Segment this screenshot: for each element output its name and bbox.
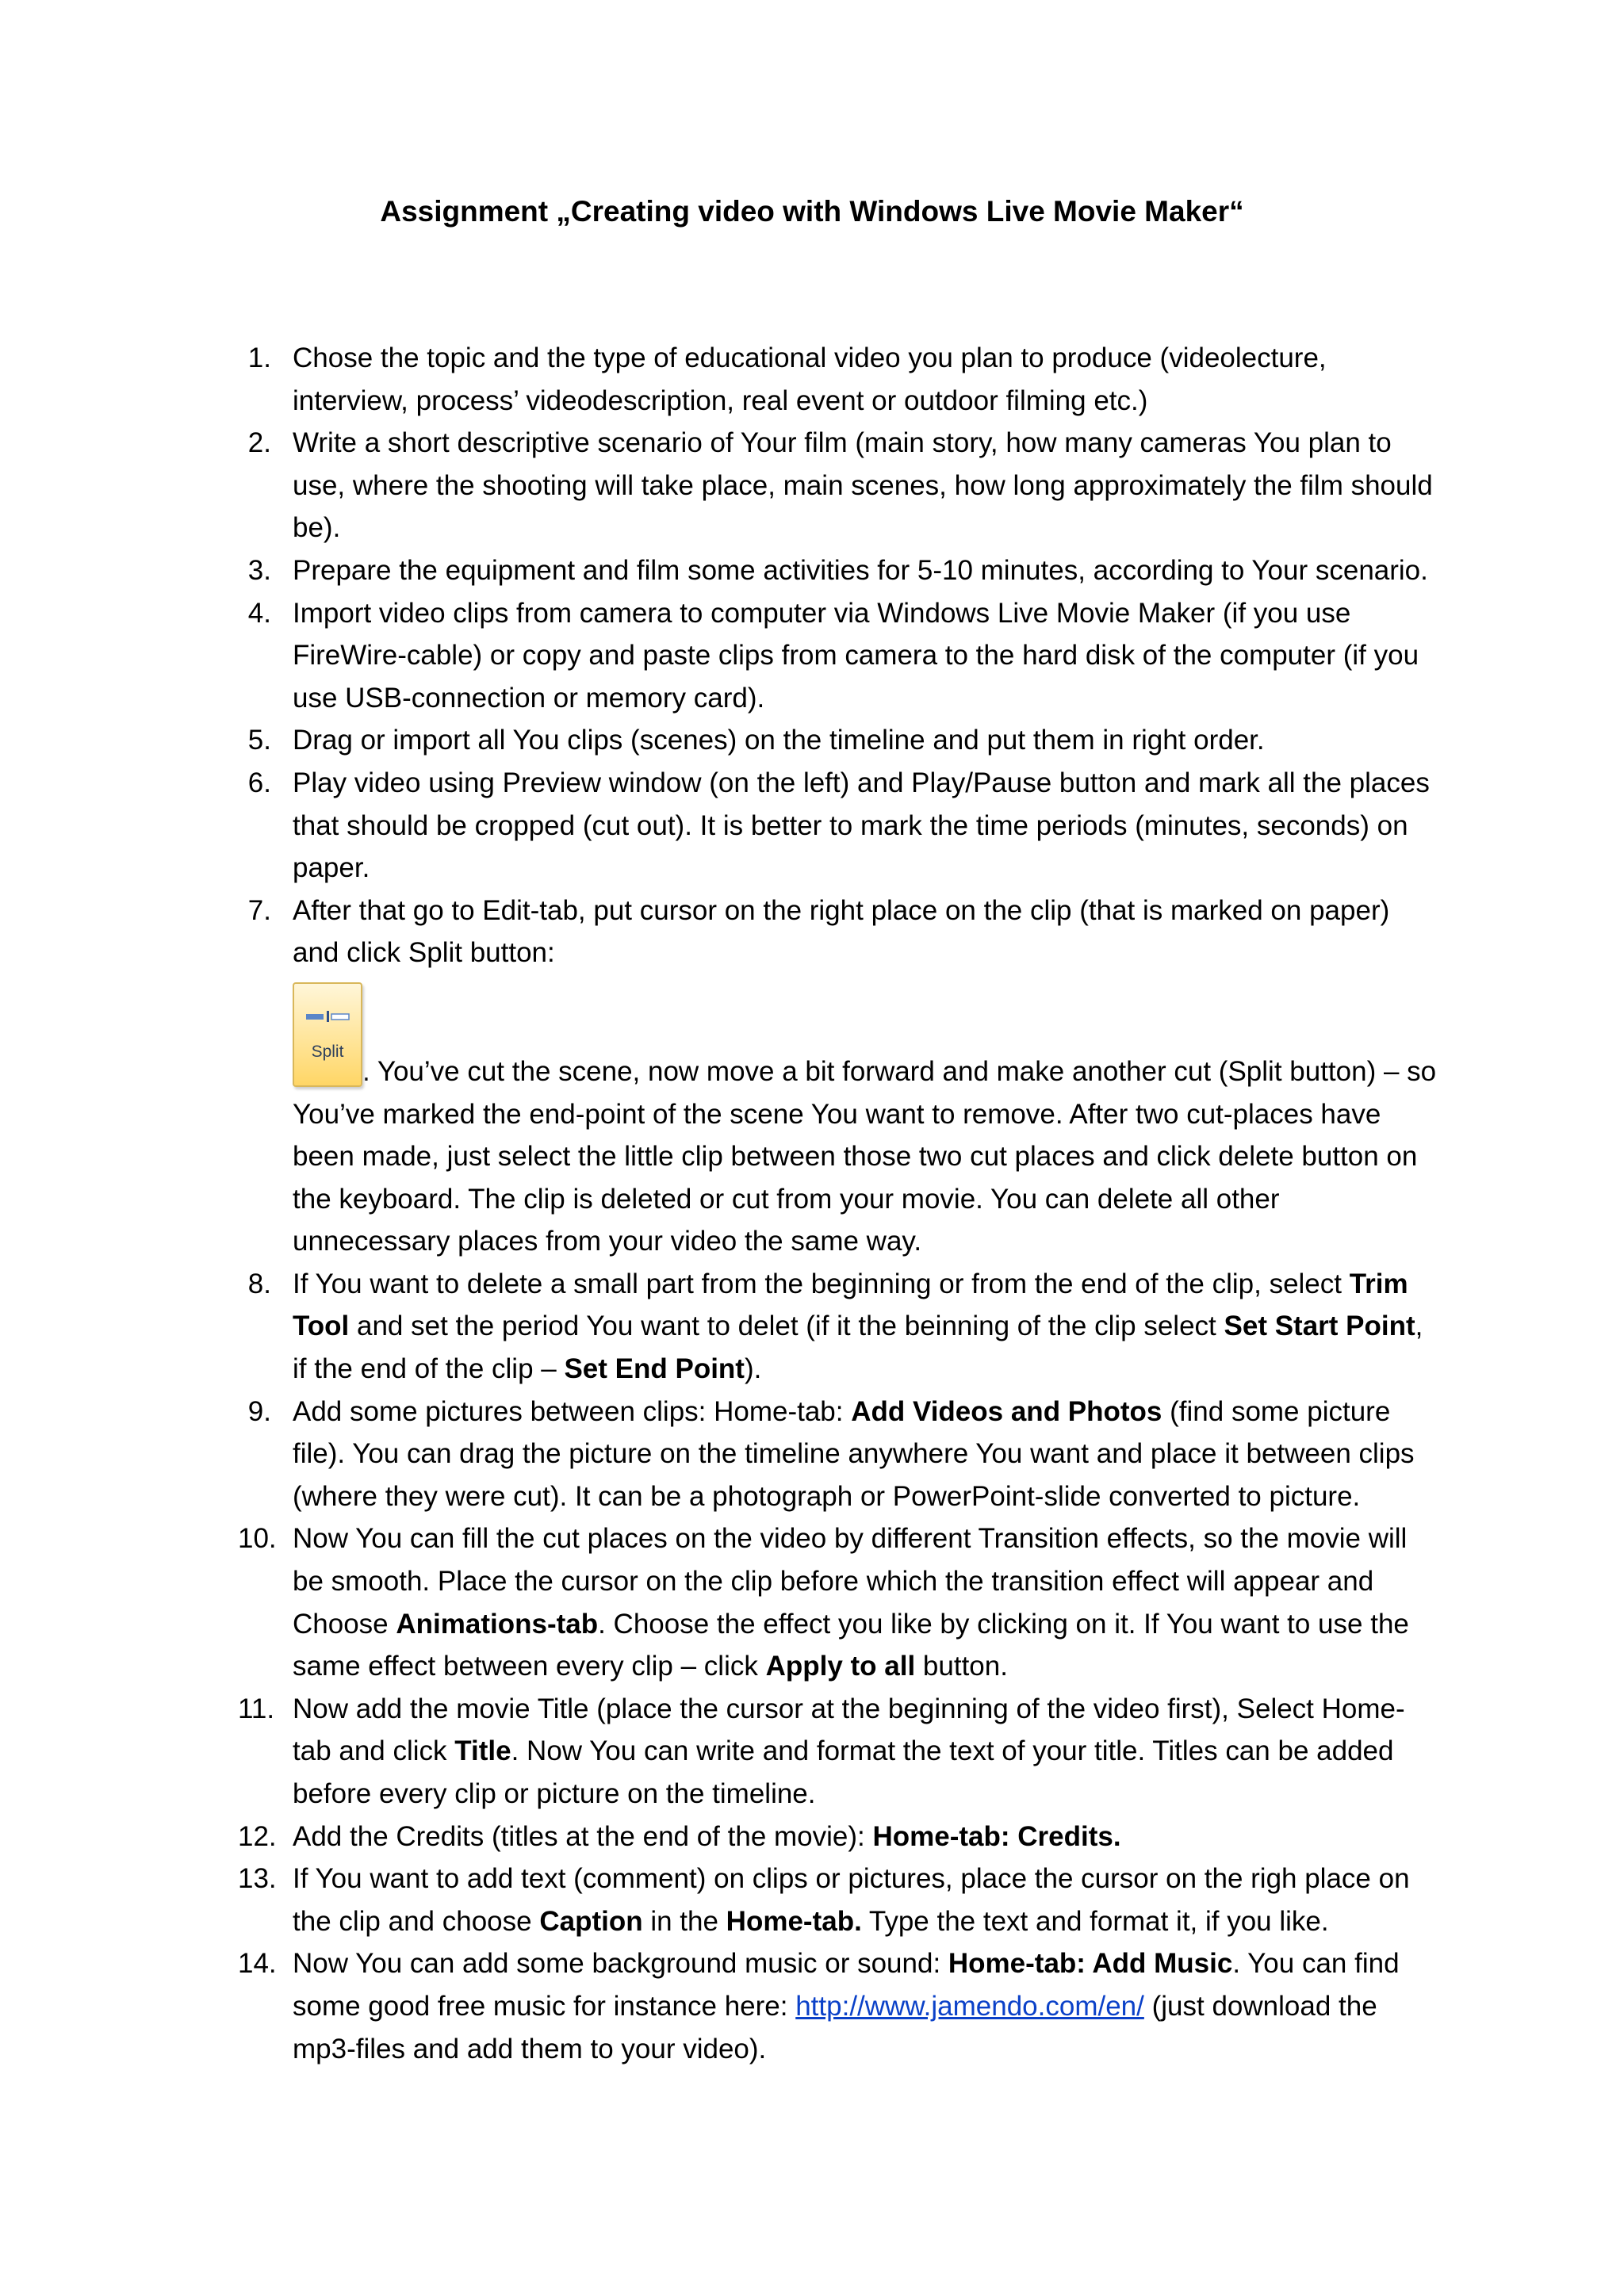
text-run: Now You can add some background music or sound: bbox=[293, 1948, 948, 1980]
list-item bbox=[238, 1517, 1443, 1687]
list-item bbox=[238, 549, 1443, 592]
item-number: 7. bbox=[247, 894, 271, 926]
list-item bbox=[238, 762, 1443, 890]
bold-text: Caption bbox=[539, 1905, 643, 1937]
list-item bbox=[238, 890, 1443, 1263]
split-button[interactable] bbox=[293, 982, 362, 1087]
text-run: button. bbox=[915, 1651, 1008, 1682]
list-item bbox=[238, 422, 1443, 549]
item-number: 4. bbox=[247, 597, 271, 629]
text-run: Now You can fill the cut places on the video by different Transition effects, so the movie will be smooth. Place the cursor on the clip before which the transition effect will appear and Choose bbox=[293, 1523, 1408, 1640]
item-number: 8. bbox=[247, 1268, 271, 1299]
text-run: Now add the movie Title (place the cursor at the beginning of the video first), Select Home-tab and click bbox=[293, 1693, 1405, 1767]
text-run: Add the Credits (titles at the end of the movie): bbox=[293, 1820, 873, 1852]
bold-text: Title bbox=[454, 1735, 511, 1767]
list-item bbox=[238, 1858, 1443, 1942]
list-item bbox=[238, 1816, 1443, 1858]
item-number: 6. bbox=[247, 767, 271, 798]
item-text: Play video using Preview window (on the left) and Play/Pause button and mark all the places that should be cropped (cut out). It is better to mark the time periods (minutes, seconds) on paper. bbox=[293, 767, 1430, 884]
item-number: 5. bbox=[247, 725, 271, 756]
bold-text: Home-tab: Add Music bbox=[948, 1948, 1233, 1980]
list-item bbox=[238, 1942, 1443, 2070]
text-run: (just download the mp3-files and add them to your video). bbox=[293, 1990, 1377, 2064]
text-run: Type the text and format it, if you like. bbox=[861, 1905, 1329, 1937]
item-number: 9. bbox=[247, 1395, 271, 1427]
list-item bbox=[238, 719, 1443, 762]
bold-text: Apply to all bbox=[765, 1651, 916, 1682]
item-text: Import video clips from camera to computer via Windows Live Movie Maker (if you use FireWire-cable) or copy and paste clips from camera to the hard disk of the computer (if you use USB-connection or memory card). bbox=[293, 597, 1419, 714]
list-item bbox=[238, 337, 1443, 422]
item-text bbox=[293, 1816, 1443, 1858]
item-text: Chose the topic and the type of educational video you plan to produce (videolecture, interview, process’ videodescription, real event or outdoor filming etc.) bbox=[293, 342, 1327, 416]
text-run: If You want to add text (comment) on clips or pictures, place the cursor on the righ place on the clip and choose bbox=[293, 1863, 1410, 1937]
item-text bbox=[293, 1263, 1443, 1391]
text-run: and set the period You want to delet (if it the beinning of the clip select bbox=[349, 1311, 1224, 1342]
bold-text: Set Start Point bbox=[1224, 1311, 1415, 1342]
item-text: After that go to Edit-tab, put cursor on the right place on the clip (that is marked on paper) and click Split button: bbox=[293, 894, 1390, 969]
item-number: 13. bbox=[238, 1863, 277, 1895]
item-number: 11. bbox=[238, 1693, 275, 1724]
bold-text: Add Videos and Photos bbox=[851, 1395, 1162, 1427]
list-item bbox=[238, 592, 1443, 720]
list-item bbox=[238, 1688, 1443, 1816]
item-number: 1. bbox=[247, 342, 271, 373]
text-run: (find some picture file). You can drag the picture on the timeline anywhere You want and place it between clips (where they were cut). It can be a photograph or PowerPoint-slide converted to picture. bbox=[293, 1395, 1415, 1512]
text-run: Add some pictures between clips: Home-tab: bbox=[293, 1395, 852, 1427]
list-item bbox=[238, 1263, 1443, 1391]
split-button-image bbox=[293, 982, 362, 1093]
item-number: 14. bbox=[238, 1948, 277, 1980]
item-text bbox=[293, 1391, 1443, 1518]
bold-text: Set End Point bbox=[564, 1353, 745, 1385]
list-item bbox=[238, 1391, 1443, 1518]
text-run: , if the end of the clip – bbox=[293, 1311, 1423, 1385]
bold-text: Animations-tab bbox=[396, 1608, 599, 1640]
split-icon bbox=[305, 1011, 350, 1022]
split-button-label: Split bbox=[311, 1042, 344, 1061]
item-text bbox=[293, 1942, 1443, 2070]
bold-text: Home-tab: Credits. bbox=[872, 1820, 1121, 1852]
item-text: Prepare the equipment and film some activities for 5-10 minutes, according to Your scenario. bbox=[293, 554, 1428, 586]
item-number: 3. bbox=[247, 554, 271, 586]
text-run: . Now You can write and format the text of your title. Titles can be added before every clip or picture on the timeline. bbox=[293, 1735, 1394, 1809]
item-text-continued bbox=[293, 974, 1443, 1263]
item-text bbox=[293, 1858, 1443, 1942]
item-text bbox=[293, 1517, 1443, 1687]
text-run: in the bbox=[642, 1905, 726, 1937]
text-run: . Choose the effect you like by clicking on it. If You want to use the same effect between every clip – click bbox=[293, 1608, 1409, 1682]
text-run: If You want to delete a small part from the beginning or from the end of the clip, select bbox=[293, 1268, 1350, 1299]
item-number: 2. bbox=[247, 427, 271, 459]
instruction-list bbox=[238, 337, 1443, 2070]
text-run: ). bbox=[744, 1353, 762, 1385]
bold-text: Home-tab. bbox=[726, 1905, 862, 1937]
item-text: Write a short descriptive scenario of Your film (main story, how many cameras You plan to use, where the shooting will take place, main scenes, how long approximately the film should be). bbox=[293, 427, 1433, 544]
document-title: Assignment „Creating video with Windows Live Movie Maker“ bbox=[380, 195, 1244, 228]
item-text: . You’ve cut the scene, now move a bit forward and make another cut (Split button) – so You’ve marked the end-point of the scene You want to remove. After two cut-places have been made, just select the little clip between those two cut places and click delete button on the keyboard. The clip is deleted or cut from your movie. You can delete all other unnecessary places from your video the same way. bbox=[293, 1055, 1437, 1257]
jamendo-link[interactable]: http://www.jamendo.com/en/ bbox=[795, 1990, 1144, 2022]
item-text bbox=[293, 1688, 1443, 1816]
bold-text: Trim Tool bbox=[293, 1268, 1408, 1342]
item-text: Drag or import all You clips (scenes) on the timeline and put them in right order. bbox=[293, 725, 1265, 756]
item-number: 10. bbox=[238, 1523, 277, 1555]
text-run: . You can find some good free music for instance here: bbox=[293, 1948, 1400, 2022]
item-number: 12. bbox=[238, 1820, 277, 1852]
